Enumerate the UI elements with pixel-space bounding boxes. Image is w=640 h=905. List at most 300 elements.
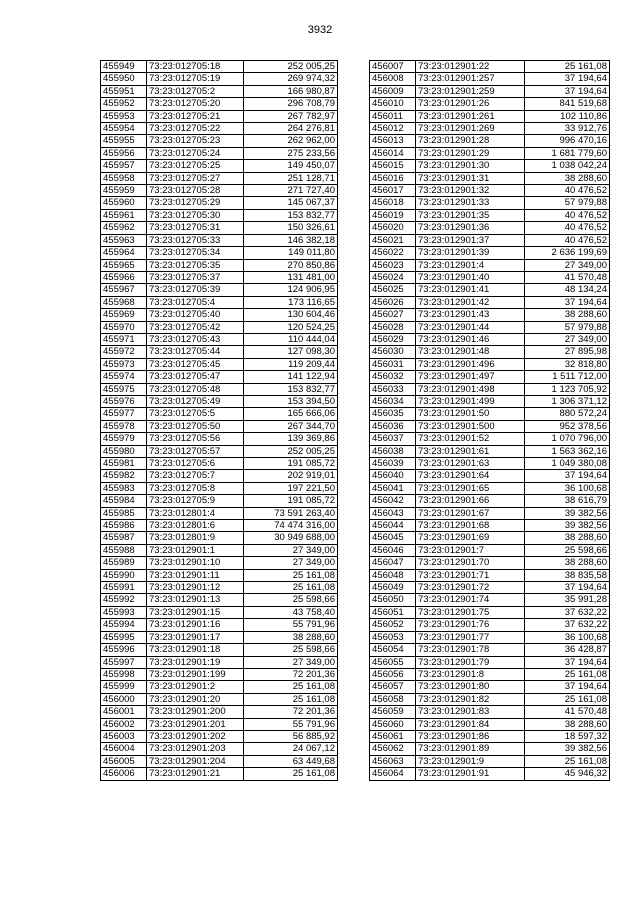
cadastral-number-cell: 73:23:012705:30	[147, 209, 244, 221]
value-cell: 39 382,56	[525, 507, 610, 519]
cadastral-number-cell: 73:23:012901:8	[416, 668, 525, 680]
cadastral-number-cell: 73:23:012705:7	[147, 470, 244, 482]
value-cell: 37 194,64	[525, 85, 610, 97]
cadastral-number-cell: 73:23:012901:91	[416, 768, 525, 780]
table-row	[370, 544, 610, 556]
row-number-cell: 455997	[101, 656, 147, 668]
table-row	[370, 160, 610, 172]
value-cell: 37 632,22	[525, 619, 610, 631]
row-number-cell: 456017	[370, 185, 416, 197]
table-row	[101, 755, 338, 767]
cadastral-number-cell: 73:23:012705:29	[147, 197, 244, 209]
cadastral-number-cell: 73:23:012705:19	[147, 73, 244, 85]
value-cell: 191 085,72	[244, 495, 338, 507]
table-row	[101, 557, 338, 569]
cadastral-number-cell: 73:23:012901:30	[416, 160, 525, 172]
value-cell: 38 288,60	[525, 718, 610, 730]
cadastral-number-cell: 73:23:012901:496	[416, 358, 525, 370]
table-row	[370, 98, 610, 110]
cadastral-number-cell: 73:23:012705:24	[147, 147, 244, 159]
row-number-cell: 456026	[370, 296, 416, 308]
cadastral-number-cell: 73:23:012901:16	[147, 619, 244, 631]
cadastral-number-cell: 73:23:012901:12	[147, 582, 244, 594]
value-cell: 38 288,60	[525, 309, 610, 321]
table-row	[101, 321, 338, 333]
table-row	[370, 197, 610, 209]
row-number-cell: 455984	[101, 495, 147, 507]
row-number-cell: 456037	[370, 433, 416, 445]
cadastral-number-cell: 73:23:012705:18	[147, 61, 244, 73]
cadastral-number-cell: 73:23:012901:65	[416, 482, 525, 494]
cadastral-number-cell: 73:23:012705:56	[147, 433, 244, 445]
row-number-cell: 456061	[370, 730, 416, 742]
row-number-cell: 456059	[370, 706, 416, 718]
table-row	[370, 718, 610, 730]
value-cell: 27 895,98	[525, 346, 610, 358]
cadastral-number-cell: 73:23:012705:22	[147, 123, 244, 135]
cadastral-number-cell: 73:23:012901:32	[416, 185, 525, 197]
value-cell: 63 449,68	[244, 755, 338, 767]
value-cell: 27 349,00	[244, 544, 338, 556]
row-number-cell: 456053	[370, 631, 416, 643]
cadastral-number-cell: 73:23:012705:42	[147, 321, 244, 333]
row-number-cell: 456035	[370, 408, 416, 420]
cadastral-number-cell: 73:23:012901:9	[416, 755, 525, 767]
cadastral-number-cell: 73:23:012705:48	[147, 383, 244, 395]
table-row	[370, 85, 610, 97]
row-number-cell: 456016	[370, 172, 416, 184]
row-number-cell: 455959	[101, 185, 147, 197]
cadastral-number-cell: 73:23:012901:11	[147, 569, 244, 581]
cadastral-number-cell: 73:23:012705:35	[147, 259, 244, 271]
table-row	[370, 755, 610, 767]
cadastral-number-cell: 73:23:012901:202	[147, 730, 244, 742]
cadastral-number-cell: 73:23:012901:44	[416, 321, 525, 333]
table-row	[370, 706, 610, 718]
table-row	[370, 743, 610, 755]
value-cell: 124 906,95	[244, 284, 338, 296]
value-cell: 30 949 688,00	[244, 532, 338, 544]
table-row	[101, 346, 338, 358]
cadastral-number-cell: 73:23:012705:49	[147, 395, 244, 407]
value-cell: 36 100,68	[525, 482, 610, 494]
table-row	[370, 656, 610, 668]
value-cell: 38 616,79	[525, 495, 610, 507]
cadastral-number-cell: 73:23:012901:42	[416, 296, 525, 308]
value-cell: 39 382,56	[525, 520, 610, 532]
value-cell: 37 194,64	[525, 470, 610, 482]
value-cell: 38 288,60	[244, 631, 338, 643]
value-cell: 996 470,16	[525, 135, 610, 147]
row-number-cell: 455949	[101, 61, 147, 73]
cadastral-number-cell: 73:23:012705:25	[147, 160, 244, 172]
row-number-cell: 456044	[370, 520, 416, 532]
row-number-cell: 456063	[370, 755, 416, 767]
table-row	[370, 309, 610, 321]
value-cell: 48 134,24	[525, 284, 610, 296]
row-number-cell: 455983	[101, 482, 147, 494]
value-cell: 251 128,71	[244, 172, 338, 184]
row-number-cell: 456030	[370, 346, 416, 358]
value-cell: 120 524,25	[244, 321, 338, 333]
value-cell: 275 233,56	[244, 147, 338, 159]
value-cell: 2 636 199,69	[525, 247, 610, 259]
cadastral-number-cell: 73:23:012901:257	[416, 73, 525, 85]
row-number-cell: 455989	[101, 557, 147, 569]
row-number-cell: 455972	[101, 346, 147, 358]
table-row	[101, 569, 338, 581]
value-cell: 1 070 796,00	[525, 433, 610, 445]
table-row	[101, 743, 338, 755]
table-row	[370, 619, 610, 631]
row-number-cell: 456028	[370, 321, 416, 333]
value-cell: 139 369,86	[244, 433, 338, 445]
row-number-cell: 456003	[101, 730, 147, 742]
table-row	[101, 420, 338, 432]
table-row	[101, 668, 338, 680]
row-number-cell: 455951	[101, 85, 147, 97]
cadastral-number-cell: 73:23:012901:84	[416, 718, 525, 730]
row-number-cell: 455960	[101, 197, 147, 209]
cadastral-number-cell: 73:23:012901:1	[147, 544, 244, 556]
row-number-cell: 455979	[101, 433, 147, 445]
value-cell: 153 394,50	[244, 395, 338, 407]
row-number-cell: 456045	[370, 532, 416, 544]
value-cell: 37 194,64	[525, 296, 610, 308]
table-row	[370, 321, 610, 333]
cadastral-number-cell: 73:23:012901:31	[416, 172, 525, 184]
value-cell: 1 306 371,12	[525, 395, 610, 407]
table-row	[370, 445, 610, 457]
row-number-cell: 455974	[101, 371, 147, 383]
row-number-cell: 455954	[101, 123, 147, 135]
value-cell: 37 194,64	[525, 656, 610, 668]
row-number-cell: 455957	[101, 160, 147, 172]
cadastral-number-cell: 73:23:012705:6	[147, 458, 244, 470]
table-row	[101, 532, 338, 544]
table-row	[101, 284, 338, 296]
value-cell: 880 572,24	[525, 408, 610, 420]
cadastral-number-cell: 73:23:012705:28	[147, 185, 244, 197]
row-number-cell: 456021	[370, 234, 416, 246]
table-row	[101, 433, 338, 445]
table-row	[101, 507, 338, 519]
table-row	[370, 123, 610, 135]
table-row	[101, 123, 338, 135]
value-cell: 25 598,66	[525, 544, 610, 556]
cadastral-number-cell: 73:23:012901:499	[416, 395, 525, 407]
cadastral-number-cell: 73:23:012901:61	[416, 445, 525, 457]
row-number-cell: 456032	[370, 371, 416, 383]
row-number-cell: 456015	[370, 160, 416, 172]
table-row	[101, 644, 338, 656]
row-number-cell: 455962	[101, 222, 147, 234]
cadastral-number-cell: 73:23:012901:52	[416, 433, 525, 445]
table-row	[101, 147, 338, 159]
cadastral-number-cell: 73:23:012901:19	[147, 656, 244, 668]
cadastral-number-cell: 73:23:012901:13	[147, 594, 244, 606]
value-cell: 262 962,00	[244, 135, 338, 147]
value-cell: 165 666,06	[244, 408, 338, 420]
cadastral-number-cell: 73:23:012901:39	[416, 247, 525, 259]
row-number-cell: 455958	[101, 172, 147, 184]
value-cell: 1 563 362,16	[525, 445, 610, 457]
table-row	[101, 768, 338, 780]
row-number-cell: 456058	[370, 693, 416, 705]
cadastral-number-cell: 73:23:012705:4	[147, 296, 244, 308]
row-number-cell: 456005	[101, 755, 147, 767]
table-row	[101, 458, 338, 470]
row-number-cell: 456008	[370, 73, 416, 85]
row-number-cell: 455995	[101, 631, 147, 643]
cadastral-number-cell: 73:23:012901:76	[416, 619, 525, 631]
row-number-cell: 455978	[101, 420, 147, 432]
row-number-cell: 455981	[101, 458, 147, 470]
row-number-cell: 455990	[101, 569, 147, 581]
table-row	[101, 656, 338, 668]
table-row	[370, 147, 610, 159]
cadastral-number-cell: 73:23:012901:200	[147, 706, 244, 718]
cadastral-number-cell: 73:23:012901:4	[416, 259, 525, 271]
value-cell: 173 116,65	[244, 296, 338, 308]
value-cell: 41 570,48	[525, 706, 610, 718]
cadastral-number-cell: 73:23:012901:26	[416, 98, 525, 110]
table-row	[101, 98, 338, 110]
value-cell: 952 378,56	[525, 420, 610, 432]
cadastral-number-cell: 73:23:012901:21	[147, 768, 244, 780]
cadastral-number-cell: 73:23:012901:67	[416, 507, 525, 519]
row-number-cell: 455986	[101, 520, 147, 532]
row-number-cell: 456029	[370, 333, 416, 345]
value-cell: 145 067,37	[244, 197, 338, 209]
row-number-cell: 456052	[370, 619, 416, 631]
table-row	[370, 532, 610, 544]
table-row	[101, 495, 338, 507]
table-row	[101, 135, 338, 147]
table-row	[101, 718, 338, 730]
cadastral-number-cell: 73:23:012901:498	[416, 383, 525, 395]
value-cell: 72 201,36	[244, 706, 338, 718]
table-row	[101, 606, 338, 618]
value-cell: 74 474 316,00	[244, 520, 338, 532]
value-cell: 197 221,50	[244, 482, 338, 494]
cadastral-number-cell: 73:23:012901:86	[416, 730, 525, 742]
row-number-cell: 455950	[101, 73, 147, 85]
value-cell: 153 832,77	[244, 209, 338, 221]
value-cell: 37 194,64	[525, 73, 610, 85]
cadastral-number-cell: 73:23:012901:7	[416, 544, 525, 556]
value-cell: 40 476,52	[525, 222, 610, 234]
table-row	[101, 309, 338, 321]
table-row	[370, 172, 610, 184]
row-number-cell: 455982	[101, 470, 147, 482]
table-row	[101, 408, 338, 420]
value-cell: 25 161,08	[244, 693, 338, 705]
value-cell: 36 428,87	[525, 644, 610, 656]
row-number-cell: 456020	[370, 222, 416, 234]
value-cell: 252 005,25	[244, 445, 338, 457]
cadastral-number-cell: 73:23:012705:57	[147, 445, 244, 457]
value-cell: 45 946,32	[525, 768, 610, 780]
row-number-cell: 455966	[101, 271, 147, 283]
cadastral-number-cell: 73:23:012705:5	[147, 408, 244, 420]
table-row	[370, 495, 610, 507]
row-number-cell: 456012	[370, 123, 416, 135]
row-number-cell: 455973	[101, 358, 147, 370]
cadastral-number-cell: 73:23:012901:71	[416, 569, 525, 581]
value-cell: 38 288,60	[525, 557, 610, 569]
row-number-cell: 456060	[370, 718, 416, 730]
table-row	[101, 73, 338, 85]
cadastral-number-cell: 73:23:012705:50	[147, 420, 244, 432]
cadastral-number-cell: 73:23:012901:40	[416, 271, 525, 283]
value-cell: 149 011,80	[244, 247, 338, 259]
table-row	[370, 333, 610, 345]
table-row	[101, 247, 338, 259]
table-row	[101, 693, 338, 705]
row-number-cell: 456046	[370, 544, 416, 556]
value-cell: 37 194,64	[525, 681, 610, 693]
value-cell: 131 481,00	[244, 271, 338, 283]
table-row	[101, 160, 338, 172]
value-cell: 33 912,76	[525, 123, 610, 135]
row-number-cell: 456042	[370, 495, 416, 507]
table-row	[370, 383, 610, 395]
value-cell: 39 382,56	[525, 743, 610, 755]
row-number-cell: 456034	[370, 395, 416, 407]
row-number-cell: 455992	[101, 594, 147, 606]
cadastral-number-cell: 73:23:012801:4	[147, 507, 244, 519]
row-number-cell: 455970	[101, 321, 147, 333]
table-row	[101, 296, 338, 308]
table-row	[101, 706, 338, 718]
cadastral-number-cell: 73:23:012901:29	[416, 147, 525, 159]
value-cell: 41 570,48	[525, 271, 610, 283]
value-cell: 841 519,68	[525, 98, 610, 110]
row-number-cell: 455996	[101, 644, 147, 656]
cadastral-number-cell: 73:23:012705:43	[147, 333, 244, 345]
cadastral-number-cell: 73:23:012705:23	[147, 135, 244, 147]
cadastral-number-cell: 73:23:012705:20	[147, 98, 244, 110]
cadastral-number-cell: 73:23:012705:39	[147, 284, 244, 296]
value-cell: 1 038 042,24	[525, 160, 610, 172]
row-number-cell: 456040	[370, 470, 416, 482]
table-row	[101, 61, 338, 73]
row-number-cell: 456049	[370, 582, 416, 594]
row-number-cell: 456027	[370, 309, 416, 321]
row-number-cell: 455967	[101, 284, 147, 296]
cadastral-number-cell: 73:23:012901:89	[416, 743, 525, 755]
value-cell: 25 598,66	[244, 644, 338, 656]
cadastral-number-cell: 73:23:012901:48	[416, 346, 525, 358]
row-number-cell: 455953	[101, 110, 147, 122]
cadastral-number-cell: 73:23:012901:75	[416, 606, 525, 618]
table-row	[101, 619, 338, 631]
value-cell: 40 476,52	[525, 209, 610, 221]
cadastral-number-cell: 73:23:012901:77	[416, 631, 525, 643]
cadastral-number-cell: 73:23:012901:2	[147, 681, 244, 693]
table-row	[370, 606, 610, 618]
value-cell: 18 597,32	[525, 730, 610, 742]
cadastral-number-cell: 73:23:012901:259	[416, 85, 525, 97]
cadastral-number-cell: 73:23:012901:20	[147, 693, 244, 705]
row-number-cell: 456014	[370, 147, 416, 159]
row-number-cell: 456009	[370, 85, 416, 97]
table-row	[101, 445, 338, 457]
row-number-cell: 456013	[370, 135, 416, 147]
cadastral-number-cell: 73:23:012901:199	[147, 668, 244, 680]
value-cell: 38 835,58	[525, 569, 610, 581]
row-number-cell: 456019	[370, 209, 416, 221]
value-cell: 37 194,64	[525, 582, 610, 594]
table-row	[370, 259, 610, 271]
table-row	[101, 383, 338, 395]
row-number-cell: 455998	[101, 668, 147, 680]
table-row	[370, 135, 610, 147]
table-row	[101, 371, 338, 383]
value-cell: 37 632,22	[525, 606, 610, 618]
table-row	[370, 507, 610, 519]
table-row	[101, 631, 338, 643]
row-number-cell: 456036	[370, 420, 416, 432]
value-cell: 1 123 705,92	[525, 383, 610, 395]
row-number-cell: 455980	[101, 445, 147, 457]
cadastral-number-cell: 73:23:012901:269	[416, 123, 525, 135]
table-row	[370, 346, 610, 358]
row-number-cell: 456001	[101, 706, 147, 718]
value-cell: 40 476,52	[525, 234, 610, 246]
row-number-cell: 456000	[101, 693, 147, 705]
row-number-cell: 456039	[370, 458, 416, 470]
row-number-cell: 456022	[370, 247, 416, 259]
cadastral-number-cell: 73:23:012901:79	[416, 656, 525, 668]
table-row	[370, 358, 610, 370]
cadastral-number-cell: 73:23:012901:37	[416, 234, 525, 246]
cadastral-number-cell: 73:23:012705:40	[147, 309, 244, 321]
cadastral-number-cell: 73:23:012901:17	[147, 631, 244, 643]
row-number-cell: 456057	[370, 681, 416, 693]
cadastral-number-cell: 73:23:012901:63	[416, 458, 525, 470]
table-row	[101, 185, 338, 197]
row-number-cell: 455955	[101, 135, 147, 147]
row-number-cell: 455977	[101, 408, 147, 420]
cadastral-number-cell: 73:23:012705:44	[147, 346, 244, 358]
value-cell: 25 161,08	[244, 768, 338, 780]
row-number-cell: 455976	[101, 395, 147, 407]
cadastral-number-cell: 73:23:012801:6	[147, 520, 244, 532]
cadastral-number-cell: 73:23:012901:82	[416, 693, 525, 705]
row-number-cell: 456064	[370, 768, 416, 780]
table-row	[101, 470, 338, 482]
row-number-cell: 455994	[101, 619, 147, 631]
table-row	[370, 470, 610, 482]
row-number-cell: 455968	[101, 296, 147, 308]
table-row	[101, 482, 338, 494]
value-cell: 110 444,04	[244, 333, 338, 345]
table-row	[370, 209, 610, 221]
value-cell: 166 980,87	[244, 85, 338, 97]
row-number-cell: 455964	[101, 247, 147, 259]
right-table	[369, 60, 610, 781]
value-cell: 146 382,18	[244, 234, 338, 246]
value-cell: 1 681 779,60	[525, 147, 610, 159]
value-cell: 27 349,00	[525, 259, 610, 271]
cadastral-number-cell: 73:23:012901:201	[147, 718, 244, 730]
row-number-cell: 456033	[370, 383, 416, 395]
value-cell: 153 832,77	[244, 383, 338, 395]
row-number-cell: 455969	[101, 309, 147, 321]
table-row	[101, 222, 338, 234]
